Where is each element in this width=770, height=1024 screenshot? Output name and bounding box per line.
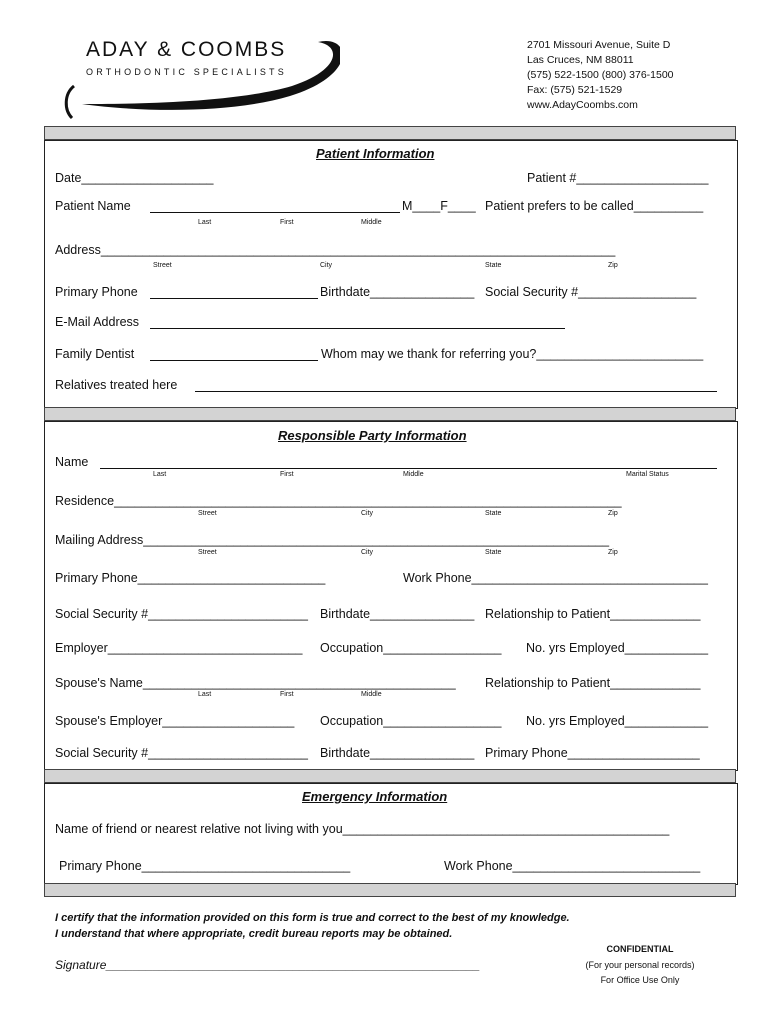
sub-label: First [280, 691, 294, 698]
date-field[interactable]: Date___________________ [55, 171, 214, 185]
sub-label: Marital Status [626, 471, 669, 478]
sub-label: City [361, 510, 374, 517]
sub-label: State [485, 549, 502, 556]
ssn-field[interactable]: Social Security #_________________ [485, 285, 697, 299]
sub-label: Middle [361, 691, 382, 698]
sub-label: Street [198, 549, 217, 556]
responsible-birthdate-field[interactable]: Birthdate_______________ [320, 607, 475, 621]
sub-label: State [485, 510, 502, 517]
responsible-ssn-field[interactable]: Social Security #_______________________ [55, 607, 308, 621]
sub-label: First [280, 471, 294, 478]
sub-label: Zip [608, 549, 618, 556]
logo-swoosh-icon [60, 34, 340, 120]
work-phone-field[interactable]: Work Phone__________________________________ [403, 571, 708, 585]
spouse-employer-field[interactable]: Spouse's Employer___________________ [55, 714, 295, 728]
address-line: Las Cruces, NM 88011 [527, 54, 634, 66]
certification-line-2: I understand that where appropriate, credit bureau reports may be obtained. [55, 928, 453, 940]
section-bar [44, 126, 736, 140]
spouse-phone-field[interactable]: Primary Phone___________________ [485, 746, 700, 760]
confidential-label: CONFIDENTIAL [606, 944, 674, 954]
spouse-ssn-field[interactable]: Social Security #_______________________ [55, 746, 308, 760]
relatives-label: Relatives treated here [55, 378, 178, 392]
sub-label: Zip [608, 262, 618, 269]
emergency-work-phone-field[interactable]: Work Phone___________________________ [444, 859, 701, 873]
logo-subtitle: ORTHODONTIC SPECIALISTS [86, 67, 287, 77]
primary-phone-label: Primary Phone [55, 285, 138, 299]
responsible-name-field[interactable] [100, 468, 717, 469]
sub-label: Zip [608, 510, 618, 517]
occupation-field[interactable]: Occupation_________________ [320, 641, 502, 655]
sex-field[interactable]: M____F____ [402, 199, 476, 213]
sub-label: Street [198, 510, 217, 517]
emergency-title: Emergency Information [302, 789, 448, 804]
address-field[interactable]: Address__________________________________________________________________________ [55, 243, 616, 257]
sub-label: Street [153, 262, 172, 269]
primary-phone-field[interactable] [150, 298, 318, 299]
section-bar [44, 883, 736, 897]
signature-field[interactable]: Signature________________________________________________________ [55, 958, 481, 972]
sub-label: Middle [403, 471, 424, 478]
residence-field[interactable]: Residence_________________________________________________________________________ [55, 494, 622, 508]
email-label: E-Mail Address [55, 315, 140, 329]
practice-address [527, 38, 674, 113]
name-label: Name [55, 455, 89, 469]
section-bar [44, 769, 736, 783]
responsible-primary-phone-field[interactable]: Primary Phone___________________________ [55, 571, 326, 585]
sub-label: Last [153, 471, 167, 478]
spouse-name-field[interactable]: Spouse's Name_____________________________________________ [55, 676, 456, 690]
office-use-label: For Office Use Only [600, 975, 680, 985]
family-dentist-field[interactable] [150, 360, 318, 361]
family-dentist-label: Family Dentist [55, 347, 135, 361]
employer-field[interactable]: Employer____________________________ [55, 641, 303, 655]
patient-number-field[interactable]: Patient #___________________ [527, 171, 709, 185]
responsible-title: Responsible Party Information [278, 428, 467, 443]
patient-name-field[interactable] [150, 212, 400, 213]
address-line: www.AdayCoombs.com [527, 99, 638, 111]
referral-field[interactable]: Whom may we thank for referring you?________________________ [321, 347, 704, 361]
emergency-primary-phone-field[interactable]: Primary Phone______________________________ [59, 859, 351, 873]
relatives-field[interactable] [195, 391, 717, 392]
records-label: (For your personal records) [585, 960, 695, 970]
spouse-years-field[interactable]: No. yrs Employed____________ [526, 714, 709, 728]
years-employed-field[interactable]: No. yrs Employed____________ [526, 641, 709, 655]
spouse-occupation-field[interactable]: Occupation_________________ [320, 714, 502, 728]
relationship-field[interactable]: Relationship to Patient_____________ [485, 607, 701, 621]
address-line: 2701 Missouri Avenue, Suite D [527, 39, 671, 51]
email-field[interactable] [150, 328, 565, 329]
address-line: Fax: (575) 521-1529 [527, 84, 623, 96]
spouse-birthdate-field[interactable]: Birthdate_______________ [320, 746, 475, 760]
sub-label: First [280, 219, 294, 226]
certification-line-1: I certify that the information provided on this form is true and correct to the best of my knowledge. [55, 912, 570, 924]
mailing-address-field[interactable]: Mailing Address___________________________________________________________________ [55, 533, 610, 547]
sub-label: Last [198, 691, 212, 698]
spouse-relationship-field[interactable]: Relationship to Patient_____________ [485, 676, 701, 690]
address-line: (575) 522-1500 (800) 376-1500 [527, 69, 674, 81]
preferred-name-field[interactable]: Patient prefers to be called__________ [485, 199, 704, 213]
sub-label: State [485, 262, 502, 269]
sub-label: City [320, 262, 333, 269]
birthdate-field[interactable]: Birthdate_______________ [320, 285, 475, 299]
sub-label: Middle [361, 219, 382, 226]
emergency-contact-field[interactable]: Name of friend or nearest relative not living with you_______________________________________________ [55, 822, 670, 836]
section-bar [44, 407, 736, 421]
patient-name-label: Patient Name [55, 199, 131, 213]
sub-label: Last [198, 219, 212, 226]
logo-name: ADAY & COOMBS [86, 38, 287, 61]
sub-label: City [361, 549, 374, 556]
patient-title: Patient Information [316, 146, 435, 161]
